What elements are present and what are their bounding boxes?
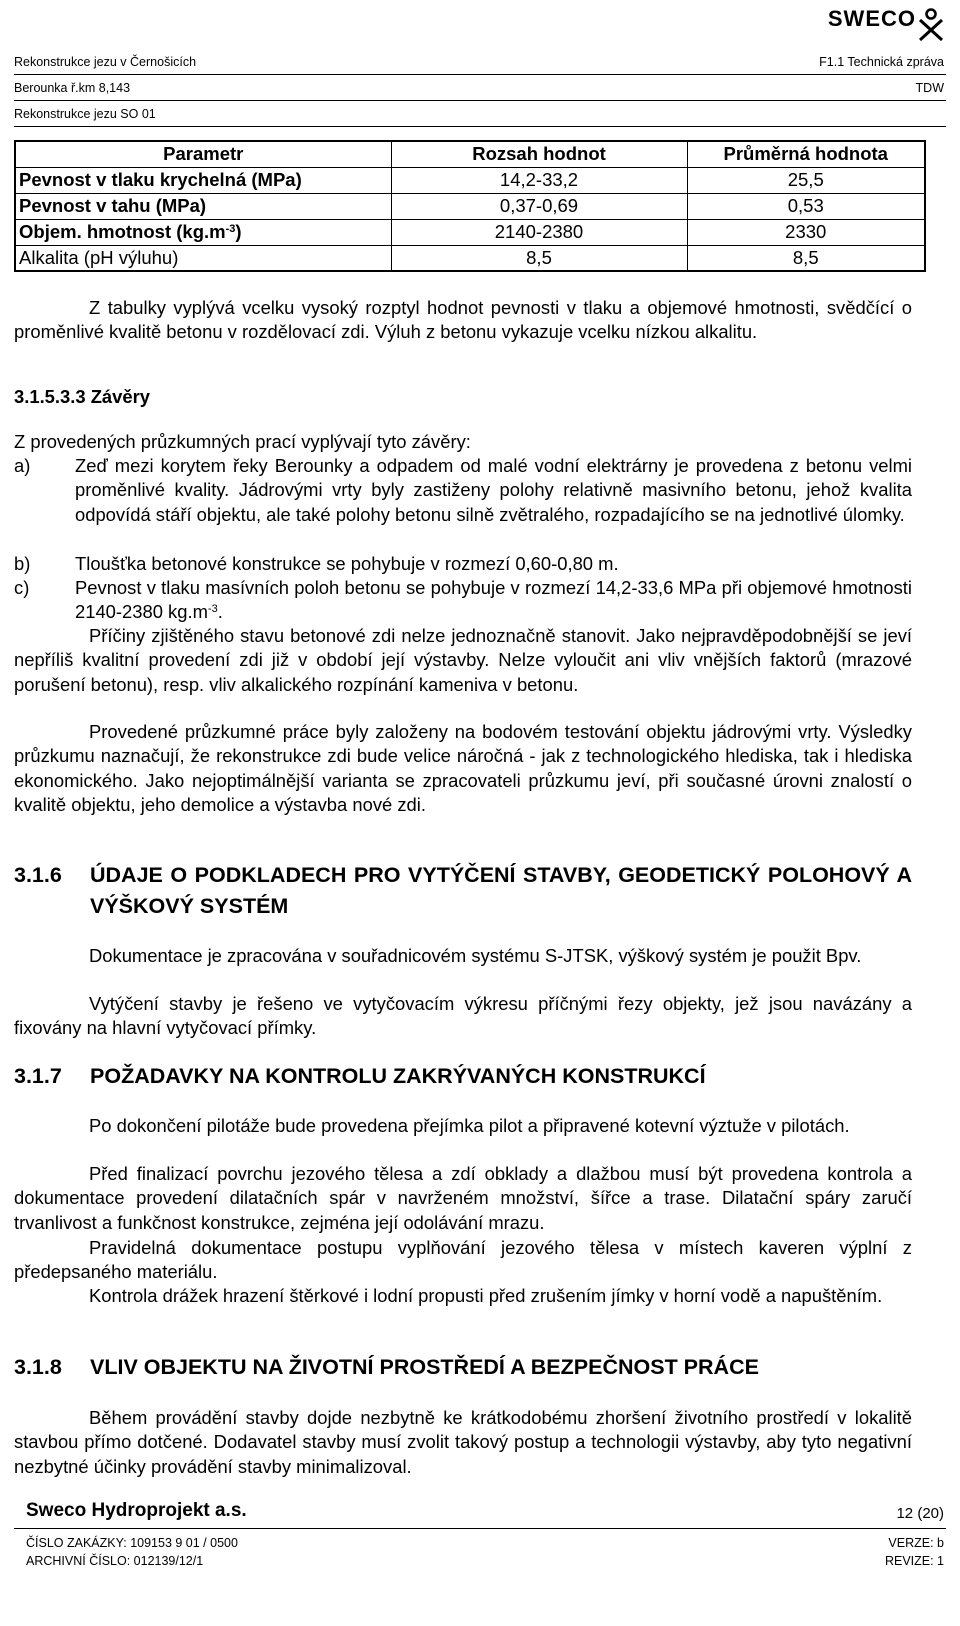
table-row bbox=[15, 245, 925, 271]
param-cell bbox=[15, 219, 391, 245]
header-rule-1 bbox=[14, 74, 946, 75]
paragraph-table-note: Z tabulky vyplývá vcelku vysoký rozptyl hodnot pevnosti v tlaku a objemové hmotnosti, svědčící o proměnlivé kvalitě betonu v rozdělovací zdi. Výluh z betonu vykazuje vcelku nízkou alkalitu. bbox=[14, 297, 912, 343]
list-item bbox=[14, 552, 912, 576]
footer-version: VERZE: b bbox=[888, 1536, 944, 1550]
footer-rule bbox=[14, 1528, 946, 1529]
footer-archive-number: ARCHIVNÍ ČÍSLO: 012139/12/1 bbox=[26, 1554, 204, 1568]
table-header-row bbox=[15, 141, 925, 167]
header-river: Berounka ř.km 8,143 bbox=[14, 81, 131, 95]
header-doc-type: F1.1 Technická zpráva bbox=[819, 55, 944, 69]
param-cell: Pevnost v tlaku krychelná (MPa) bbox=[15, 167, 391, 193]
range-cell: 14,2-33,2 bbox=[391, 167, 687, 193]
logo-text: SWECO bbox=[827, 6, 916, 31]
list-item-label: c) bbox=[14, 577, 30, 598]
range-cell: 8,5 bbox=[391, 245, 687, 271]
list-item-tail: . bbox=[217, 601, 223, 623]
col-header-range: Rozsah hodnot bbox=[391, 141, 687, 167]
header-project: Rekonstrukce jezu v Černošicích bbox=[14, 55, 197, 69]
paragraph-316-a: Dokumentace je zpracována v souřadnicovém systému S-JTSK, výškový systém je použit Bpv. bbox=[89, 945, 862, 966]
paragraph-causes: Příčiny zjištěného stavu betonové zdi nelze jednoznačně stanovit. Jako nejpravděpodobnější se jeví nepříliš kvalitní provedení zdi již v období její výstavby. Nelze vyloučit ani vliv vnějších faktorů (mrazové porušení betonu), resp. vliv alkalického rozpínání kameniva v betonu. bbox=[14, 625, 912, 695]
col-header-parameter: Parametr bbox=[15, 141, 391, 167]
avg-cell: 2330 bbox=[687, 219, 925, 245]
param-cell: Alkalita (pH výluhu) bbox=[15, 245, 391, 271]
avg-cell: 8,5 bbox=[687, 245, 925, 271]
list-item-exponent: -3 bbox=[207, 603, 218, 616]
paragraph-conclusions-intro: Z provedených průzkumných prací vyplývají tyto závěry: bbox=[14, 431, 471, 452]
header-rule-3 bbox=[14, 126, 946, 127]
section-number: 3.1.6 bbox=[14, 863, 62, 887]
list-item-label: a) bbox=[14, 455, 31, 476]
footer-revision: REVIZE: 1 bbox=[884, 1554, 944, 1568]
paragraph-316-b: Vytýčení stavby je řešeno ve vytyčovacím výkresu příčnými řezy objekty, jež jsou navázány a fixovány na hlavní vytyčovací přímky. bbox=[14, 993, 912, 1039]
section-number: 3.1.8 bbox=[14, 1355, 62, 1379]
footer-company: Sweco Hydroprojekt a.s. bbox=[26, 1500, 247, 1521]
param-exponent: -3 bbox=[225, 223, 236, 235]
list-item bbox=[14, 454, 912, 527]
avg-cell: 25,5 bbox=[687, 167, 925, 193]
param-tail: ) bbox=[235, 221, 242, 242]
section-title: VLIV OBJEKTU NA ŽIVOTNÍ PROSTŘEDÍ A BEZPEČNOST PRÁCE bbox=[90, 1355, 759, 1379]
table-row bbox=[15, 193, 925, 219]
section-heading-316 bbox=[14, 860, 912, 922]
paragraph-317-d: Kontrola drážek hrazení štěrkové i lodní propusti před zrušením jímky v horní vodě a napuštěním. bbox=[89, 1285, 883, 1306]
param-cell: Pevnost v tahu (MPa) bbox=[15, 193, 391, 219]
paragraph-318-a: Během provádění stavby dojde nezbytně ke krátkodobému zhoršení životního prostředí v lokalitě stavbou přímo dotčené. Dodavatel stavby musí zvolit takový postup a technologii výstavby, aby tyto negativní nezbytné účinky provádění stavby minimalizoval. bbox=[14, 1407, 912, 1477]
paragraph-317-a: Po dokončení pilotáže bude provedena přejímka pilot a připravené kotevní výztuže v pilotách. bbox=[89, 1115, 850, 1136]
section-number: 3.1.7 bbox=[14, 1064, 62, 1088]
paragraph-survey: Provedené průzkumné práce byly založeny na bodovém testování objektu jádrovými vrty. Výsledky průzkumu naznačují, že rekonstrukce zdi bude velice náročná - jak z technologického hlediska, tak i hlediska ekonomického. Jako nejoptimálnější varianta se zpracovateli průzkumu jeví, při současné úrovni znalostí o kvalitě objektu, jeho demolice a výstavba nové zdi. bbox=[14, 721, 912, 816]
list-item-text-main: Pevnost v tlaku masívních poloh betonu se pohybuje v rozmezí 14,2-33,6 MPa při objemové hmotnosti 2140-2380 kg.m bbox=[75, 577, 912, 623]
list-item-text: Tloušťka betonové konstrukce se pohybuje v rozmezí 0,60-0,80 m. bbox=[75, 553, 619, 574]
list-item-label: b) bbox=[14, 553, 31, 574]
paragraph-317-b: Před finalizací povrchu jezového tělesa a zdí obklady a dlažbou musí být provedena kontrola a dokumentace provedení dilatačních spár v navrženém množství, šířce a trase. Dilatační spáry zaručí trvanlivost a funkčnost konstrukce, zejména její odolávání mrazu. bbox=[14, 1163, 912, 1233]
concrete-parameters-table bbox=[14, 140, 926, 272]
table-row bbox=[15, 219, 925, 245]
sweco-logo bbox=[828, 6, 944, 42]
section-title: POŽADAVKY NA KONTROLU ZAKRÝVANÝCH KONSTRUKCÍ bbox=[90, 1064, 706, 1088]
section-title: ÚDAJE O PODKLADECH PRO VYTÝČENÍ STAVBY, GEODETICKÝ POLOHOVÝ A VÝŠKOVÝ SYSTÉM bbox=[90, 863, 912, 918]
header-rule-2 bbox=[14, 100, 946, 101]
paragraph-317-c: Pravidelná dokumentace postupu vyplňování jezového tělesa v místech kaveren výplní z předepsaného materiálu. bbox=[14, 1237, 912, 1283]
footer-page-number: 12 (20) bbox=[896, 1505, 944, 1522]
list-item-text: Zeď mezi korytem řeky Berounky a odpadem od malé vodní elektrárny je provedena z betonu velmi proměnlivé kvality. Jádrovými vrty byly zastiženy polohy relativně masivního betonu, jehož kvalita odpovídá stáří objektu, ale také polohy betonu silně zvětralého, rozpadajícího se na jednotlivé úlomky. bbox=[75, 455, 912, 525]
range-cell: 2140-2380 bbox=[391, 219, 687, 245]
col-header-average: Průměrná hodnota bbox=[687, 141, 925, 167]
section-heading-317 bbox=[14, 1061, 912, 1092]
section-heading-3153: 3.1.5.3.3 Závěry bbox=[14, 386, 150, 407]
param-text: Objem. hmotnost (kg.m bbox=[19, 221, 226, 242]
avg-cell: 0,53 bbox=[687, 193, 925, 219]
table-row bbox=[15, 167, 925, 193]
section-heading-318 bbox=[14, 1352, 912, 1383]
sweco-logo-icon bbox=[918, 8, 944, 42]
list-item bbox=[14, 576, 912, 625]
range-cell: 0,37-0,69 bbox=[391, 193, 687, 219]
header-object: Rekonstrukce jezu SO 01 bbox=[14, 107, 156, 121]
footer-order-number: ČÍSLO ZAKÁZKY: 109153 9 01 / 0500 bbox=[26, 1536, 238, 1550]
list-item-text bbox=[75, 576, 912, 625]
header-tdw: TDW bbox=[915, 81, 944, 95]
